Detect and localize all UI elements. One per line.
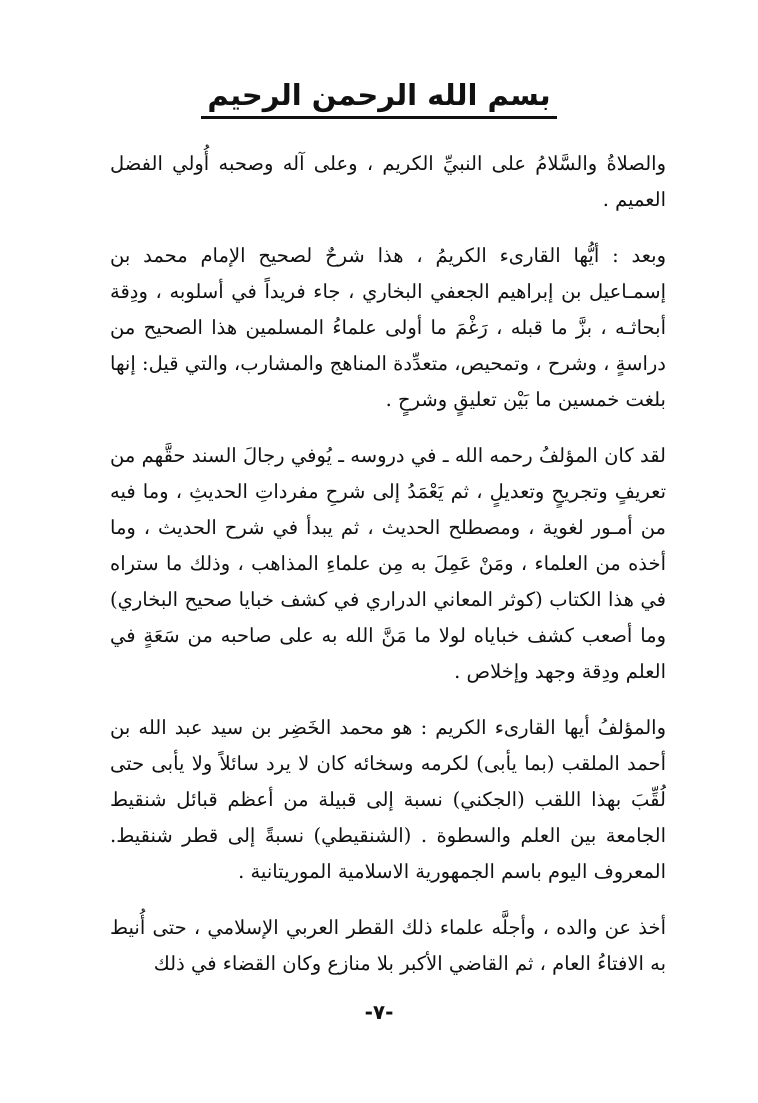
paragraph-2: وبعد : أيُّها القارىء الكريمُ ، هذا شرحٌ لصحيح الإمام محمد بن إسمـاعيل بن إبراهيم الجعفي البخاري ، جاء فريداً في أسلوبه ، ودِقة أبحاثـه ، بزَّ ما قبله ، رَغْمَ ما أولى علماءُ المسلمين هذا الصحيح من دراسةٍ ، وشرح ، وتمحيص، متعدِّدة المناهج والمشارب، والتي قيل: إنها بلغت خمسين ما بَيْن تعليقٍ وشرحٍ . [110, 244, 666, 411]
body-text [110, 146, 666, 1002]
paragraph-5: أخذ عن والده ، وأجلَّه علماء ذلك القطر العربي الإسلامي ، حتى أُنيط به الافتاءُ العام ، ثم القاضي الأكبر بلا منازع وكان القضاء في ذلك [110, 916, 666, 975]
paragraph-1: والصلاةُ والسَّلامُ على النبيِّ الكريم ، وعلى آله وصحبه أُولي الفضل العميم . [110, 152, 666, 211]
paragraph-3: لقد كان المؤلفُ رحمه الله ـ في دروسه ـ يُوفي رجالَ السند حقَّهم من تعريفٍ وتجريحٍ وتعديلٍ ، ثم يَعْمَدُ إلى شرحِ مفرداتِ الحديثِ ، وما فيه من أمـور لغوية ، ومصطلح الحديث ، ثم يبدأ في شرح الحديث ، وما أخذه من العلماء ، ومَنْ عَمِلَ به مِن علماءِ المذاهب ، وذلك ما ستراه في هذا الكتاب (كوثر المعاني الدراري في كشف خبايا صحيح البخاري) وما أصعب كشف خباياه لولا ما مَنَّ الله به على صاحبه من سَعَةٍ في العلم ودِقة وجهد وإخلاص . [110, 444, 666, 683]
paragraph-4: والمؤلفُ أيها القارىء الكريم : هو محمد الخَضِر بن سيد عبد الله بن أحمد الملقب (بما يأبى) لكرمه وسخائه كان لا يرد سائلاً ولا يأبى حتى لُقِّبَ بهذا اللقب (الجكني) نسبة إلى قبيلة من أعظم قبائل شنقيط الجامعة بين العلم والسطوة . (الشنقيطي) نسبةً إلى قطر شنقيط. المعروف اليوم باسم الجمهورية الاسلامية الموريتانية . [110, 716, 666, 883]
page-number: -٧- [364, 1000, 394, 1024]
basmala-text: بسم الله الرحمن الرحيم [201, 78, 556, 119]
basmala-heading [0, 78, 758, 119]
